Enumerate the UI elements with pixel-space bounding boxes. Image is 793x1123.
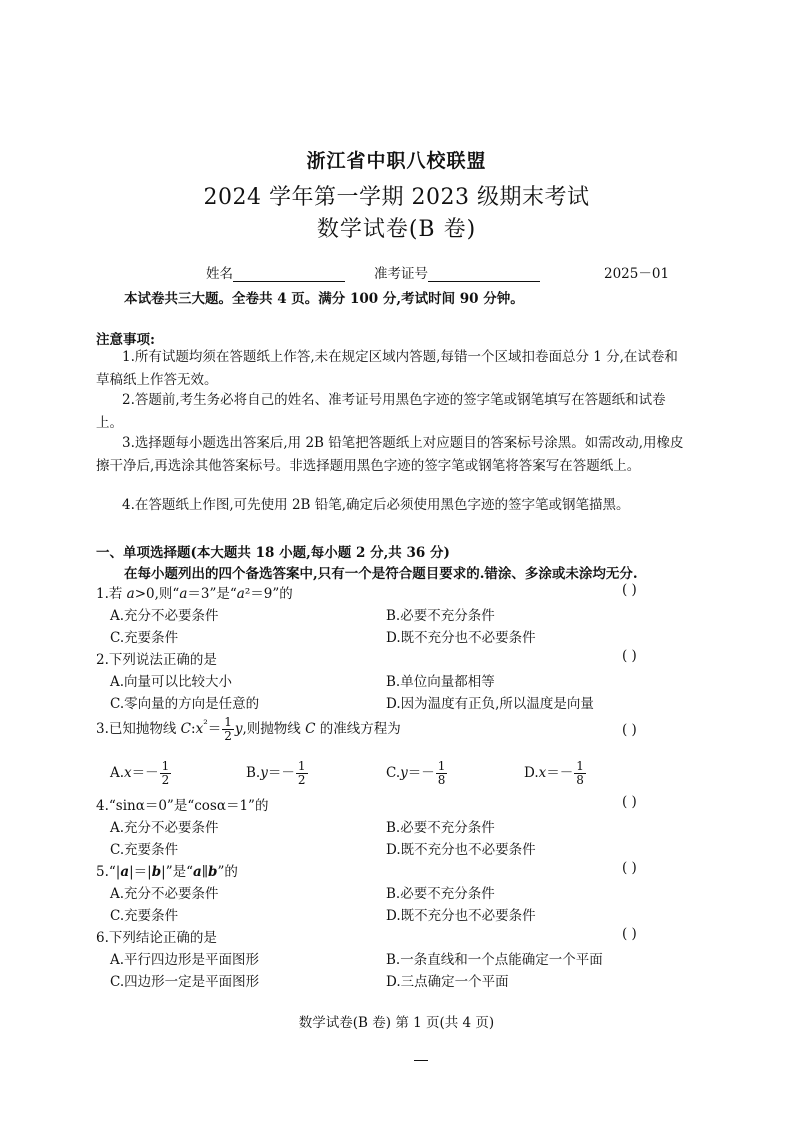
question-6-stem: 6.下列结论正确的是 [96,930,217,946]
option-1b: B.必要不充分条件 [386,608,495,624]
option-3a: A.x＝－ $\frac{1}{2}$ [110,759,170,787]
option-6c: C.四边形一定是平面图形 [110,974,260,990]
option-5d: D.既不充分也不必要条件 [386,908,536,924]
exam-title: 2024 学年第一学期 2023 级期末考试 [203,185,590,210]
option-4b: B.必要不充分条件 [386,820,495,836]
option-2a: A.向量可以比较大小 [110,674,233,690]
section-title: 一、单项选择题(本大题共 18 小题,每小题 2 分,共 36 分) [96,545,450,561]
note-item-1: 1.所有试题均须在答题纸上作答,未在规定区域内答题,每错一个区域扣卷面总分 1 分,在试卷和草稿纸上作答无效。 [96,349,678,388]
answer-paren-5: ( ) [622,860,637,876]
option-4c: C.充要条件 [110,842,179,858]
exam-id-field[interactable] [374,262,540,282]
option-4a: A.充分不必要条件 [110,820,219,836]
name-label: 姓名 [206,266,233,282]
option-2b: B.单位向量都相等 [386,674,495,690]
page-footer: 数学试卷(B 卷) 第 1 页(共 4 页) [298,1015,495,1031]
option-5c: C.充要条件 [110,908,179,924]
question-3-stem: 3.已知抛物线 $C:x^{^2}=$ $\frac{1}{2}$ y,则抛物线 C 的准线方程为 [96,715,401,743]
name-field[interactable] [206,262,345,282]
org-title: 浙江省中职八校联盟 [306,150,487,172]
question-5-stem: 5.“|a|＝|b|”是“a∥b”的 [96,864,238,880]
option-2c: C.零向量的方向是任意的 [110,696,260,712]
answer-paren-6: ( ) [622,926,637,942]
option-3b: B.y＝－ $\frac{1}{2}$ [246,759,306,787]
option-3c: C.y＝－ $\frac{1}{8}$ [386,759,446,787]
fraction: $\frac{1}{2}$ [224,715,232,743]
page-divider [414,1060,428,1061]
option-5b: B.必要不充分条件 [386,886,495,902]
option-3d: D.x＝－ $\frac{1}{8}$ [524,759,584,787]
option-6d: D.三点确定一个平面 [386,974,509,990]
question-1-stem: 1.若 a>0,则“a＝3”是“a²＝9”的 [96,586,293,602]
paper-title: 数学试卷(B 卷) [316,217,477,242]
paper-summary: 本试卷共三大题。全卷共 4 页。满分 100 分,考试时间 90 分钟。 [124,291,524,307]
exam-date: 2025－01 [604,266,670,282]
question-4-stem: 4.“sinα＝0”是“cosα＝1”的 [96,798,269,814]
option-2d: D.因为温度有正负,所以温度是向量 [386,696,594,712]
exam-id-label: 准考证号 [374,266,428,282]
option-1a: A.充分不必要条件 [110,608,219,624]
name-blank[interactable] [233,267,345,282]
question-2-stem: 2.下列说法正确的是 [96,652,217,668]
note-item-3: 3.选择题每小题选出答案后,用 2B 铅笔把答题纸上对应题目的答案标号涂黑。如需改动,用橡皮擦干净后,再选涂其他答案标号。非选择题用黑色字迹的签字笔或钢笔将答案写在答题纸上。 [96,435,684,474]
option-1d: D.既不充分也不必要条件 [386,630,536,646]
option-6a: A.平行四边形是平面图形 [110,952,260,968]
option-4d: D.既不充分也不必要条件 [386,842,536,858]
option-6b: B.一条直线和一个点能确定一个平面 [386,952,603,968]
answer-paren-4: ( ) [622,794,637,810]
notes-title: 注意事项: [96,332,155,348]
note-item-2: 2.答题前,考生务必将自己的姓名、准考证号用黑色字迹的签字笔或钢笔填写在答题纸和试卷上。 [96,392,666,431]
answer-paren-2: ( ) [622,648,637,664]
section-instruction: 在每小题列出的四个备选答案中,只有一个是符合题目要求的.错涂、多涂或未涂均无分. [124,566,638,582]
note-item-4: 4.在答题纸上作图,可先使用 2B 铅笔,确定后必须使用黑色字迹的签字笔或钢笔描黑。 [122,497,630,513]
exam-id-blank[interactable] [428,267,540,282]
option-1c: C.充要条件 [110,630,179,646]
answer-paren-3: ( ) [622,722,637,738]
option-5a: A.充分不必要条件 [110,886,219,902]
answer-paren-1: ( ) [622,582,637,598]
